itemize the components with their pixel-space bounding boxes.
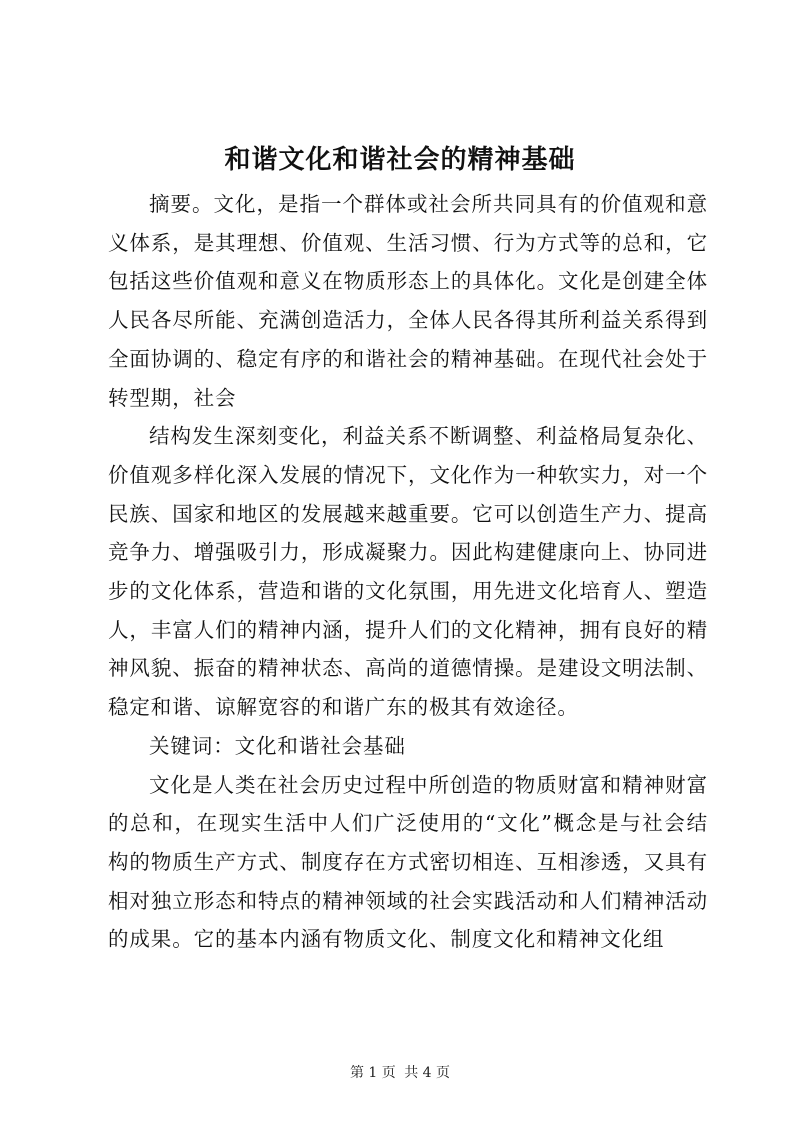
body-paragraph: 结构发生深刻变化，利益关系不断调整、利益格局复杂化、价值观多样化深入发展的情况下，文化作为一种软实力，对一个民族、国家和地区的发展越来越重要。它可以创造生产力、提高竞争力、增强吸引力，形成凝聚力。因此构建健康向上、协同进步的文化体系，营造和谐的文化氛围，用先进文化培育人、塑造人，丰富人们的精神内涵，提升人们的文化精神，拥有良好的精神风貌、振奋的精神状态、高尚的道德情操。是建设文明法制、稳定和谐、谅解宽容的和谐广东的极其有效途径。: [108, 424, 708, 720]
page-title: 和谐文化和谐社会的精神基础: [224, 145, 576, 175]
keywords-line: 关键词：文化和谐社会基础: [149, 733, 406, 758]
abstract-paragraph: 摘要。文化，是指一个群体或社会所共同具有的价值观和意义体系，是其理想、价值观、生活习惯、行为方式等的总和，它包括这些价值观和意义在物质形态上的具体化。文化是创建全体人民各尽所能、充满创造活力，全体人民各得其所利益关系得到全面协调的、稳定有序的和谐社会的精神基础。在现代社会处于转型期，社会: [108, 192, 708, 410]
body-paragraph-culture: 文化是人类在社会历史过程中所创造的物质财富和精神财富的总和，在现实生活中人们广泛使用的“文化”概念是与社会结构的物质生产方式、制度存在方式密切相连、互相渗透，又具有相对独立形态和特点的精神领域的社会实践活动和人们精神活动的成果。它的基本内涵有物质文化、制度文化和精神文化组: [108, 772, 708, 952]
page-number: 第 1 页: [349, 1065, 396, 1081]
page-footer: [0, 1063, 800, 1083]
document-body: [108, 185, 708, 959]
total-pages: 共 4 页: [404, 1065, 451, 1081]
